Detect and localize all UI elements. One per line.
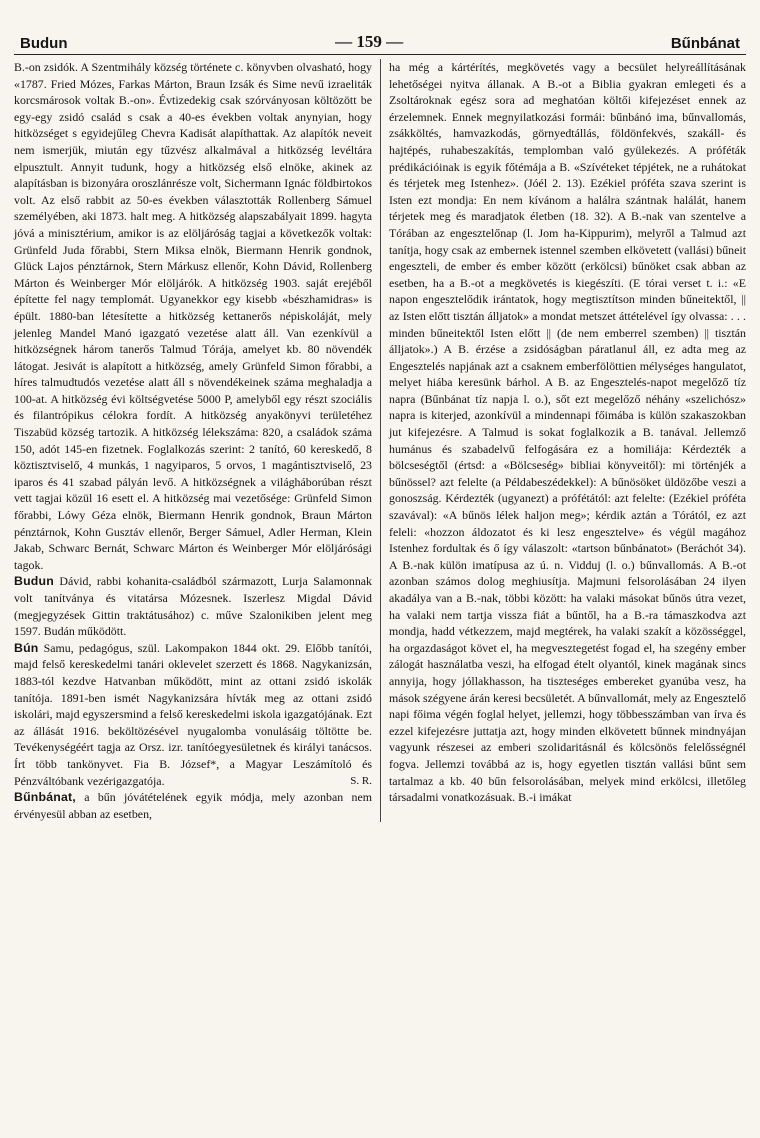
- entry-headword: Bún: [14, 640, 39, 655]
- page-number: — 159 —: [335, 32, 404, 51]
- left-column: [14, 59, 380, 822]
- entry-headword: Budun: [14, 574, 54, 589]
- running-head-left: Budun: [20, 35, 68, 52]
- entry-paragraph: ha még a kártérítés, megkövetés vagy a becsület helyreállításának lehetőségei nyitva állanak. A B.-ot a Biblia gyakran emlegeti és a Zsoltároknak egész sora ad meghatóan költői kifejezéset ennek az érzelemnek. Ennek megnyilatkozási formái: bűnbánó ima, bűnvallomás, zsákköltés, hamvazkodás, görnyedtállás, földönfekvés, szakáll- és hajtépés, ruhabeszakítás, templomban való gyülekezés. A próféták prédikációinak is egyik főtémája a B. «Szívéteket tépjétek, ne a ruhátokat és térjetek meg Istenhez». (Jóél 2. 13). Ezékiel próféta szava szerint is Isten ezt mondja: En nem kívánom a halálra szántnak halálát, hanem térjetek meg és maradjatok életben (18. 32). A B.-nak van szentelve a Tórában az engesztelőnap (l. Jom ha-Kippurim), melyről a Talmud azt tanítja, hogy csak az embernek istennel szemben elkövetett (vallási) bűneit engeszteli, de ember és ember között (erkölcsi) bűnöket csak abban az esetben, ha a B.-ot a megkövetés is kiegészíti. (E tórai verset t. i.: «E napon engesztelődik irántatok, hogy megtisztítson minden bűneitektől, || az Isten előtt tisztán álljatok» a mondat metszet áttételével így olvassa: . . . minden bűneitektől Isten előtt || (de nem emberrel szemben) || tisztán álljatok».) A B. érzése a zsidóságban páratlanul áll, ez adta meg az Engesztelés napjának azt a csaknem emberfölöttien mélységes hangulatot, melyet hiába keresünk bárhol. A B. az Engesztelés-napot megelőző tíz napra (Bűnbánat tíz napja l. o.), sőt ezt megelőző néhány «szelichósz» napra is kiterjed, azonkívül a mindennapi főimába is külön szakaszokban jut kifejezésre. A Talmud is sokat foglalkozik a B. tanával. Jellemző humánus és szabadelvű felfogására ez a homiliája: Kérdezték a bölcseségtől (értsd: a «Bölcseség» bibliai könyveitől): mi történjék a bűnössel? azt felelte (a Példabeszédekkel): A bűnösöket üldözőbe veszi a gonoszság. Kérdezték (ugyanezt) a prófétától: azt felelte: (Ezékiel próféta szavával): «A bűnös lélek haljon meg»; kérdik aztán a Tórától, ez azt feleli: «hozzon áldozatot és ki lesz engesztelve» és végül magához Istenhez fordultak és ő így válaszolt: «tartson bűnbánatot» (Beráchót 34). A B.-nak külön imatípusa az ú. n. Vidduj (l. o.) bűnvallomás. A B.-ot azonban számos dolog meghiusítja. Majmuni felsorolásában 24 ilyen akadálya van a B.-nak, többi között: ha valaki másokat bűnös útra vezet, ha valaki nem tartja vissza fiát a bűntől, ha a B.-ra támaszkodva azt mondja, hadd vétkezzem, majd megtérek, ha valaki szakít a közösséggel, ha orgazdaságot követ el, ha megvesztegetést fogad el, ha szegény ember zálogát használatba veszi, ha elfogad ételt olyantól, kinek magának sincs annyija, hogy jóllakhasson, ha tiszteséges embereket gyanúba vesz, ha mások szégyene árán keresi becsületét. A bűnvallomát, mely az Engesztelő napi főima végén foglal helyet, jellemzi, hogy többesszámban van írva és ezzel kifejezésre juttatja azt, hogy minden elkövetett bűnnek mindnyájan vagyunk részesei az emberi szolidaritásnál és kölcsönös felelősségnél fogva. Jellemzi továbbá az is, hogy egyetlen tisztán vallási bűnt sem tartalmaz a kb. 40 bűn felsorolásában, melyek mind erkölcsi, illetőleg társadalmi vonatkozásuak. B.-i imákat: [389, 60, 746, 805]
- author-signature: S. R.: [350, 774, 372, 787]
- entry-bunbanat: Bűnbánat, a bűn jóvátételének egyik módja, mely azonban nem érvényesül abban az esetben,: [14, 790, 372, 821]
- text-columns: [14, 59, 746, 822]
- entry-bun-samu: Bún Samu, pedagógus, szül. Lakompakon 1844 okt. 29. Előbb tanítói, majd felső kereskedelmi tanári oklevelet szerzett és 1868. Nagykanizsán, 1883-tól kezdve Hatvanban működött, mint az ottani zsidó iskolák tanítója. 1891-ben ismét Nagykanizsára hívták meg az ottani zsidó iskolári, majd egyszersmind a felső kereskedelmi iskola igazgatójának. Ezt az állását 1916. beköltözésével nyugalomba vonulásáig töltötte be. Tevékenységéért tagja az Orsz. izr. tanítóegyesületnek és királyi tanácsos. Írt több tankönyvet. Fia B. József*, a Magyar Leszámítoló és Pénzváltóbank vezérigazgatója. S. R.: [14, 640, 372, 788]
- entry-headword: Bűnbánat,: [14, 790, 76, 805]
- page-header: [14, 22, 746, 55]
- entry-paragraph: B.-on zsidók. A Szentmihály község története c. könyvben olvasható, hogy «1787. Fried Mózes, Farkas Márton, Braun Izsák és Sime nevű izraeliták korcsmárosok voltak B.-on». Évtizedekig csak szórványosan költözött be egy-egy zsidó család s csak a 40-es években voltak anynyian, hogy hitközséget s egyidejűleg Chevra Kadisát alapíthattak. Az alapítók neveit nem ismerjük, miután egy tűzvész alkalmával a hitközség levéltára elpusztult. Annyit tudunk, hogy a hitközség első elnöke, akinek az alapításban is bizonyára oroszlánrésze volt, Sichermann Ignác földbirtokos volt. Az első rabbit az 50-es években választották Rollenberg Sámuel személyében, aki 1873. halt meg. A hitközség alapszabályait 1899. hagyta jóvá a minisztérium, amikor is az elöljáróság tagjai a következők voltak: Grünfeld Juda főrabbi, Stern Miksa elnök, Biermann Henrik gondnok, Glück Lajos pénztárnok, Stern Márkusz ellenőr, Kohn Dávid, Rollenberg Márton és Weinberger Mór elöljárók. A hitközség 1903. saját erejéből építette fel nagy templomát. Ugyanekkor egy kisebb «bészhamidras» is épült. 1880-ban létesítette a hitközség kettanerős népiskoláját, mely jelenleg Mandel Manó igazgató vezetése alatt áll. Van ezenkívül a hitközségnek három tanerős Talmud Tórája, amelyet kb. 80 növendék látogat. Jesivát is alapított a hitközség, amely Grünfeld Simon főrabbi, a híres talmudtudós vezetése alatt áll s növendékeinek száma meghaladja a 100-at. A hitközség évi költségvetése 5000 P, amelyből egy részt szociális és filantrópikus célokra fordít. A hitközség anyakönyvi területéhez Tiszabüd község tartozik. A hitközség lélekszáma: 820, a családok száma 150, adót 145-en fizetnek. Foglalkozás szerint: 2 tanító, 60 kereskedő, 8 köztisztviselő, 4 munkás, 1 nagyiparos, 5 orvos, 1 magántisztviselő, 23 iparos és 41 szabad pályán levő. A hitközségnek a világháborúban részt vett tagjai közül 16 esett el. A hitközség mai vezetősége: Grünfeld Simon főrabbi, Lówy Géza elnök, Biermann Henrik gondnok, Braun Márton pénztárnok, Kohn Gusztáv ellenőr, Berger Sámuel, Adler Herman, Klein Jakab, Schwarc Bernát, Schwarc Márton és Weinberger Mór elöljárósági tagok.: [14, 60, 372, 572]
- entry-budun-david: Budun Dávid, rabbi kohanita-családból származott, Lurja Salamonnak volt tanítványa és vitatársa Mózesnek. Iszerlesz Migdal Dávid (megjegyzések Gittin traktátusához) c. műve Szalonikiben jelent meg 1597. Budán működött.: [14, 574, 372, 639]
- right-column: [380, 59, 746, 822]
- running-head-right: Bűnbánat: [670, 35, 740, 52]
